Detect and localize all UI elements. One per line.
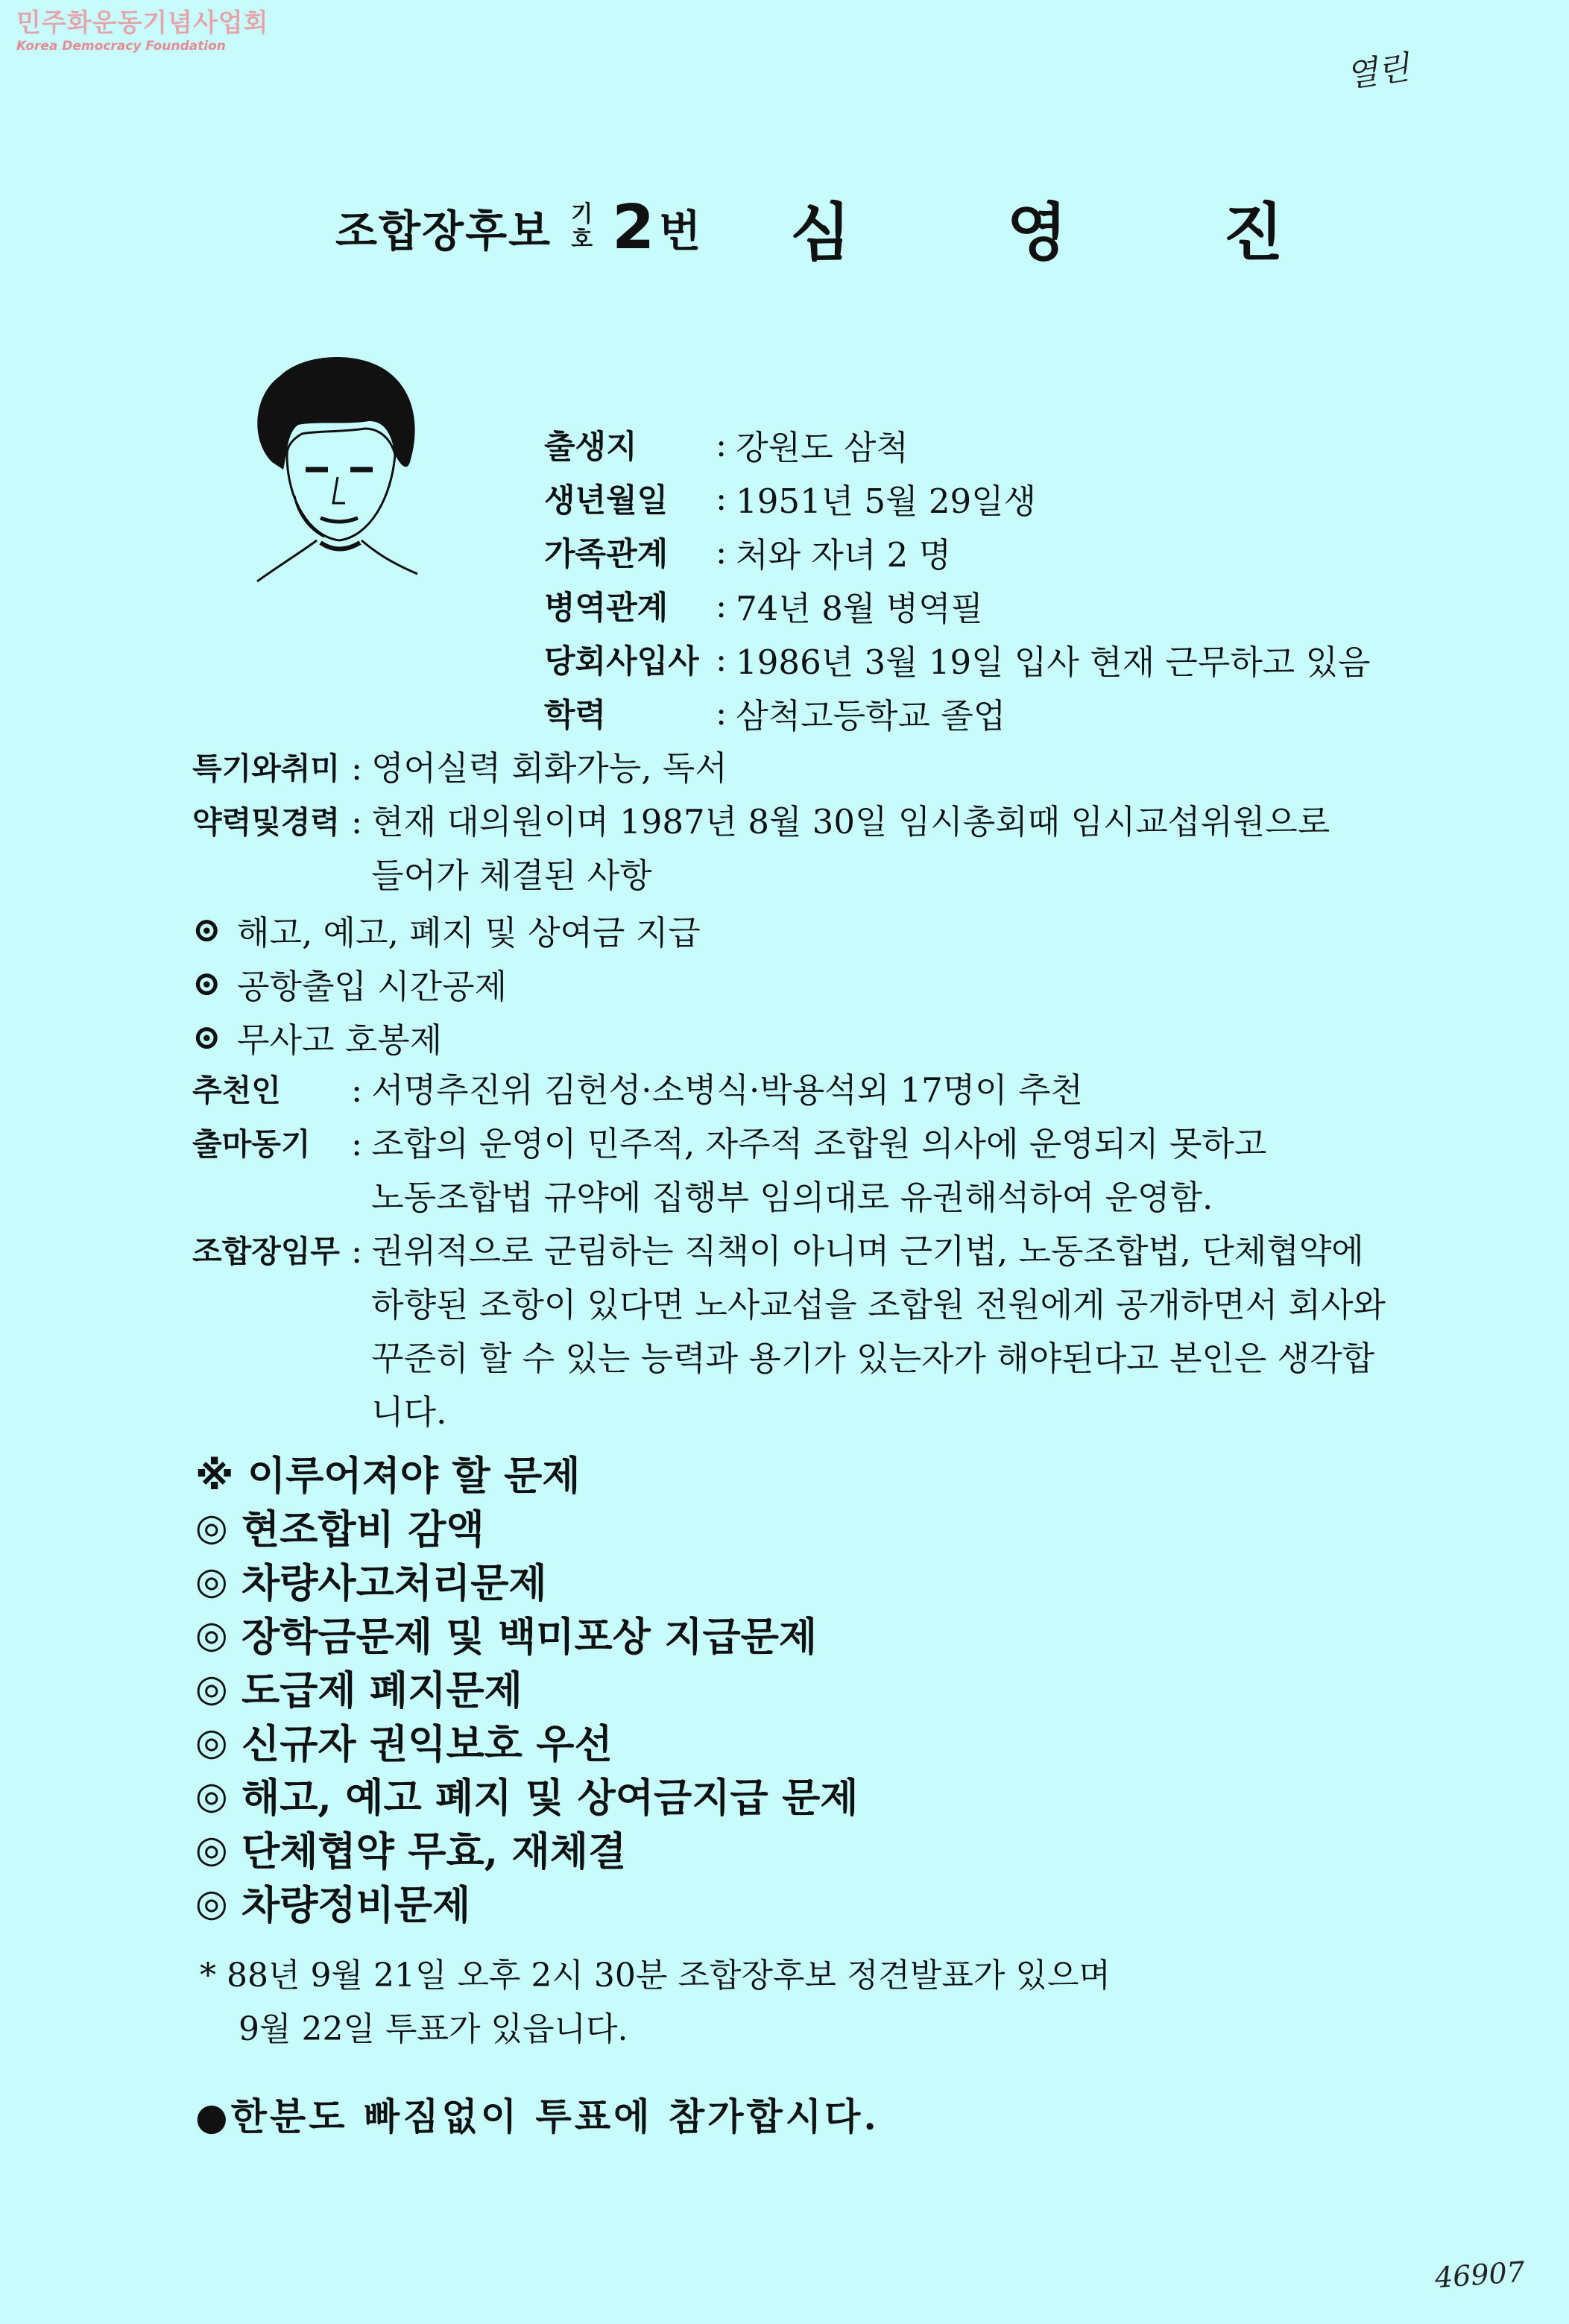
double-circle-bullet-icon: ◎ bbox=[195, 1880, 228, 1924]
issue-item bbox=[195, 1607, 858, 1661]
issue-text: 현조합비 감액 bbox=[241, 1506, 484, 1553]
issue-item bbox=[195, 1822, 858, 1875]
career-row: 약력및경력 : 현재 대의원이며 1987년 8월 30일 임시총회때 임시교섭위원으로 들어가 체결된 사항 bbox=[192, 795, 1386, 903]
issue-text: 장학금문제 및 백미포상 지급문제 bbox=[241, 1614, 818, 1660]
recommender-value: 서명추진위 김헌성·소병식·박용석외 17명이 추천 bbox=[371, 1070, 1083, 1110]
schedule-note bbox=[200, 1949, 1111, 2056]
target-bullet-icon: ⊙ bbox=[192, 963, 221, 1003]
issue-text: 신규자 권익보호 우선 bbox=[241, 1721, 613, 1767]
career-item bbox=[192, 1010, 1386, 1064]
double-circle-bullet-icon: ◎ bbox=[195, 1665, 228, 1710]
profile-value: 삼척고등학교 졸업 bbox=[736, 695, 1006, 736]
duty-line: 꾸준히 할 수 있는 능력과 용기가 있는자가 해야된다고 본인은 생각합 bbox=[371, 1339, 1375, 1378]
issue-text: 도급제 폐지문제 bbox=[241, 1667, 523, 1714]
details-section bbox=[192, 742, 1386, 1439]
profile-value: 1951년 5월 29일생 bbox=[736, 481, 1037, 521]
issue-text: 차량사고처리문제 bbox=[241, 1560, 547, 1606]
candidate-portrait bbox=[242, 350, 436, 596]
title-number: 2 bbox=[612, 192, 655, 263]
career-item bbox=[192, 903, 1386, 956]
profile-value: 강원도 삼척 bbox=[736, 427, 909, 467]
issue-item bbox=[195, 1661, 858, 1714]
watermark-korean: 민주화운동기념사업회 bbox=[16, 8, 269, 38]
profile-info bbox=[544, 417, 1371, 739]
career-line: 들어가 체결된 사항 bbox=[371, 856, 652, 895]
watermark-english: Korea Democracy Foundation bbox=[16, 39, 226, 54]
profile-row-family: 가족관계 : 처와 자녀 2 명 bbox=[544, 525, 1371, 578]
document-title bbox=[335, 183, 1351, 272]
profile-value: 처와 자녀 2 명 bbox=[736, 534, 952, 575]
hobby-row: 특기와취미 : 영어실력 회화가능, 독서 bbox=[192, 742, 1386, 795]
career-label: 약력및경력 bbox=[192, 804, 341, 840]
note-line: 9월 22일 투표가 있읍니다. bbox=[239, 2010, 628, 2048]
issues-title: ※ 이루어져야 할 문제 bbox=[195, 1453, 581, 1499]
profile-row-join-date: 당회사입사 : 1986년 3월 19일 입사 현재 근무하고 있음 bbox=[544, 632, 1371, 686]
issue-item bbox=[195, 1768, 858, 1822]
issue-item bbox=[195, 1714, 858, 1768]
profile-row-military: 병역관계 : 74년 8월 병역필 bbox=[544, 578, 1371, 632]
career-item-text: 해고, 예고, 폐지 및 상여금 지급 bbox=[237, 912, 701, 953]
double-circle-bullet-icon: ◎ bbox=[195, 1772, 228, 1817]
title-gibo-top: 기 bbox=[571, 201, 593, 227]
title-beon: 번 bbox=[659, 206, 701, 256]
handwritten-note-bottom: 46907 bbox=[1433, 2255, 1527, 2295]
duty-row: 조합장임무 : 권위적으로 군림하는 직책이 아니며 근기법, 노동조합법, 단체협약에 하향된 조항이 있다면 노사교섭을 조합원 전원에게 공개하면서 회사와 꾸준히 할 수 있는 능력과 용기가 있는자가 해야된다고 본인은 생각합 니다. bbox=[192, 1225, 1386, 1439]
issue-text: 해고, 예고 폐지 및 상여금지급 문제 bbox=[241, 1775, 859, 1821]
duty-line: 니다. bbox=[371, 1392, 447, 1432]
issue-text: 차량정비문제 bbox=[241, 1882, 471, 1928]
target-bullet-icon: ⊙ bbox=[192, 909, 221, 950]
hobby-label: 특기와취미 bbox=[192, 751, 341, 786]
issue-item bbox=[195, 1875, 858, 1929]
career-item-text: 공항출입 시간공제 bbox=[237, 966, 508, 1006]
hobby-value: 영어실력 회화가능, 독서 bbox=[371, 748, 727, 788]
issue-text: 단체협약 무효, 재체결 bbox=[241, 1828, 627, 1875]
watermark-logo bbox=[16, 10, 268, 53]
profile-label: 학력 bbox=[544, 696, 607, 734]
duty-line: 권위적으로 군림하는 직책이 아니며 근기법, 노동조합법, 단체협약에 bbox=[371, 1231, 1364, 1271]
profile-label: 당회사입사 bbox=[544, 642, 699, 681]
issue-item bbox=[195, 1553, 858, 1607]
profile-value: 74년 8월 병역필 bbox=[736, 588, 984, 628]
double-circle-bullet-icon: ◎ bbox=[195, 1504, 228, 1549]
double-circle-bullet-icon: ◎ bbox=[195, 1611, 228, 1656]
title-role: 조합장후보 bbox=[335, 206, 552, 256]
duty-line: 하향된 조항이 있다면 노사교섭을 조합원 전원에게 공개하면서 회사와 bbox=[371, 1285, 1386, 1324]
candidate-name: 심 영 진 bbox=[790, 195, 1351, 269]
double-circle-bullet-icon: ◎ bbox=[195, 1826, 228, 1871]
recommender-label: 추천인 bbox=[192, 1073, 281, 1108]
title-gibo bbox=[571, 202, 593, 253]
motive-row: 출마동기 : 조합의 운영이 민주적, 자주적 조합원 의사에 운영되지 못하고 노동조합법 규약에 집행부 임의대로 유권해석하여 운영함. bbox=[192, 1117, 1386, 1225]
motive-line: 조합의 운영이 민주적, 자주적 조합원 의사에 운영되지 못하고 bbox=[371, 1124, 1267, 1163]
career-line: 현재 대의원이며 1987년 8월 30일 임시총회때 임시교섭위원으로 bbox=[371, 802, 1330, 841]
issues-section bbox=[195, 1446, 858, 1929]
profile-label: 가족관계 bbox=[544, 535, 669, 573]
profile-row-birthplace: 출생지 : 강원도 삼척 bbox=[544, 417, 1371, 471]
profile-label: 병역관계 bbox=[544, 589, 669, 627]
motive-line: 노동조합법 규약에 집행부 임의대로 유권해석하여 운영함. bbox=[371, 1178, 1213, 1217]
duty-label: 조합장임무 bbox=[192, 1234, 341, 1269]
profile-row-birthdate: 생년월일 : 1951년 5월 29일생 bbox=[544, 471, 1371, 525]
issue-item bbox=[195, 1500, 858, 1553]
double-circle-bullet-icon: ◎ bbox=[195, 1558, 228, 1603]
profile-row-education: 학력 : 삼척고등학교 졸업 bbox=[544, 686, 1371, 739]
target-bullet-icon: ⊙ bbox=[192, 1017, 221, 1057]
profile-label: 출생지 bbox=[544, 428, 637, 466]
profile-label: 생년월일 bbox=[544, 481, 669, 520]
title-gibo-bottom: 호 bbox=[571, 227, 593, 253]
profile-value: 1986년 3월 19일 입사 현재 근무하고 있음 bbox=[736, 642, 1371, 682]
recommender-row: 추천인 : 서명추진위 김헌성·소병식·박용석외 17명이 추천 bbox=[192, 1064, 1386, 1117]
double-circle-bullet-icon: ◎ bbox=[195, 1719, 228, 1763]
career-item bbox=[192, 956, 1386, 1010]
career-item-text: 무사고 호봉제 bbox=[237, 1020, 443, 1060]
motive-label: 출마동기 bbox=[192, 1126, 311, 1162]
note-line: * 88년 9월 21일 오후 2시 30분 조합장후보 정견발표가 있으며 bbox=[200, 1957, 1111, 1995]
vote-call: ●한분도 빠짐없이 투표에 참가합시다. bbox=[195, 2094, 880, 2138]
handwritten-note-top: 열린 bbox=[1343, 48, 1412, 95]
